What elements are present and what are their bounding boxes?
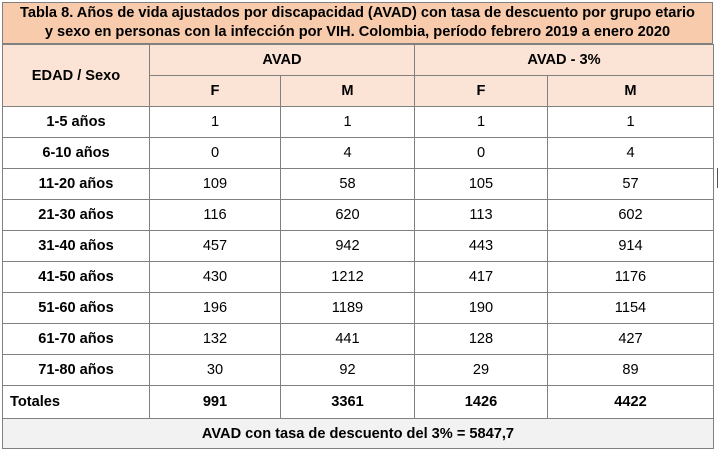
cell-value: 109 bbox=[150, 169, 281, 200]
table-row bbox=[3, 231, 714, 262]
cell-value: 441 bbox=[281, 324, 415, 355]
cell-value: 443 bbox=[415, 231, 548, 262]
table-row bbox=[3, 107, 714, 138]
table-row bbox=[3, 200, 714, 231]
row-label: 6-10 años bbox=[3, 138, 150, 169]
cell-value: 430 bbox=[150, 262, 281, 293]
cell-value: 1 bbox=[150, 107, 281, 138]
cell-value: 57 bbox=[548, 169, 714, 200]
subheader-f: F bbox=[150, 76, 281, 107]
footer-note: AVAD con tasa de descuento del 3% = 5847,7 bbox=[3, 419, 714, 449]
cell-value: 620 bbox=[281, 200, 415, 231]
cell-value: 1176 bbox=[548, 262, 714, 293]
table-title bbox=[2, 2, 713, 44]
row-label: 61-70 años bbox=[3, 324, 150, 355]
cell-value: 1 bbox=[548, 107, 714, 138]
table-row bbox=[3, 324, 714, 355]
table-title-line-2: y sexo en personas con la infección por VIH. Colombia, período febrero 2019 a enero 2020 bbox=[44, 24, 671, 40]
cell-value: 58 bbox=[281, 169, 415, 200]
table-row bbox=[3, 355, 714, 386]
cell-value: 105 bbox=[415, 169, 548, 200]
cell-value: 1 bbox=[415, 107, 548, 138]
cell-value: 1 bbox=[281, 107, 415, 138]
row-label: 21-30 años bbox=[3, 200, 150, 231]
row-label: 51-60 años bbox=[3, 293, 150, 324]
text-cursor bbox=[717, 168, 718, 188]
row-label: 41-50 años bbox=[3, 262, 150, 293]
cell-value: 1189 bbox=[281, 293, 415, 324]
cell-value: 92 bbox=[281, 355, 415, 386]
cell-value: 190 bbox=[415, 293, 548, 324]
cell-value: 1154 bbox=[548, 293, 714, 324]
cell-value: 116 bbox=[150, 200, 281, 231]
row-label: 31-40 años bbox=[3, 231, 150, 262]
cell-value: 128 bbox=[415, 324, 548, 355]
cell-value: 427 bbox=[548, 324, 714, 355]
total-value: 3361 bbox=[281, 386, 415, 419]
cell-value: 89 bbox=[548, 355, 714, 386]
cell-value: 914 bbox=[548, 231, 714, 262]
row-label: 71-80 años bbox=[3, 355, 150, 386]
cell-value: 113 bbox=[415, 200, 548, 231]
cell-value: 4 bbox=[548, 138, 714, 169]
totals-label: Totales bbox=[3, 386, 150, 419]
cell-value: 457 bbox=[150, 231, 281, 262]
total-value: 4422 bbox=[548, 386, 714, 419]
cell-value: 4 bbox=[281, 138, 415, 169]
cell-value: 29 bbox=[415, 355, 548, 386]
cell-value: 942 bbox=[281, 231, 415, 262]
group-header-avad: AVAD bbox=[150, 45, 415, 76]
totals-row bbox=[3, 386, 714, 419]
cell-value: 1212 bbox=[281, 262, 415, 293]
table-row bbox=[3, 138, 714, 169]
subheader-m: M bbox=[548, 76, 714, 107]
row-label: 1-5 años bbox=[3, 107, 150, 138]
row-label-header: EDAD / Sexo bbox=[3, 45, 150, 107]
table-title-line-1: Tabla 8. Años de vida ajustados por discapacidad (AVAD) con tasa de descuento por grupo etario bbox=[20, 5, 695, 21]
total-value: 1426 bbox=[415, 386, 548, 419]
subheader-m: M bbox=[281, 76, 415, 107]
total-value: 991 bbox=[150, 386, 281, 419]
table-row bbox=[3, 262, 714, 293]
cell-value: 132 bbox=[150, 324, 281, 355]
table-row bbox=[3, 169, 714, 200]
group-header-avad-3: AVAD - 3% bbox=[415, 45, 714, 76]
cell-value: 0 bbox=[150, 138, 281, 169]
cell-value: 30 bbox=[150, 355, 281, 386]
row-label: 11-20 años bbox=[3, 169, 150, 200]
table-row bbox=[3, 293, 714, 324]
cell-value: 0 bbox=[415, 138, 548, 169]
cell-value: 196 bbox=[150, 293, 281, 324]
subheader-f: F bbox=[415, 76, 548, 107]
cell-value: 417 bbox=[415, 262, 548, 293]
cell-value: 602 bbox=[548, 200, 714, 231]
avad-table bbox=[2, 44, 714, 449]
